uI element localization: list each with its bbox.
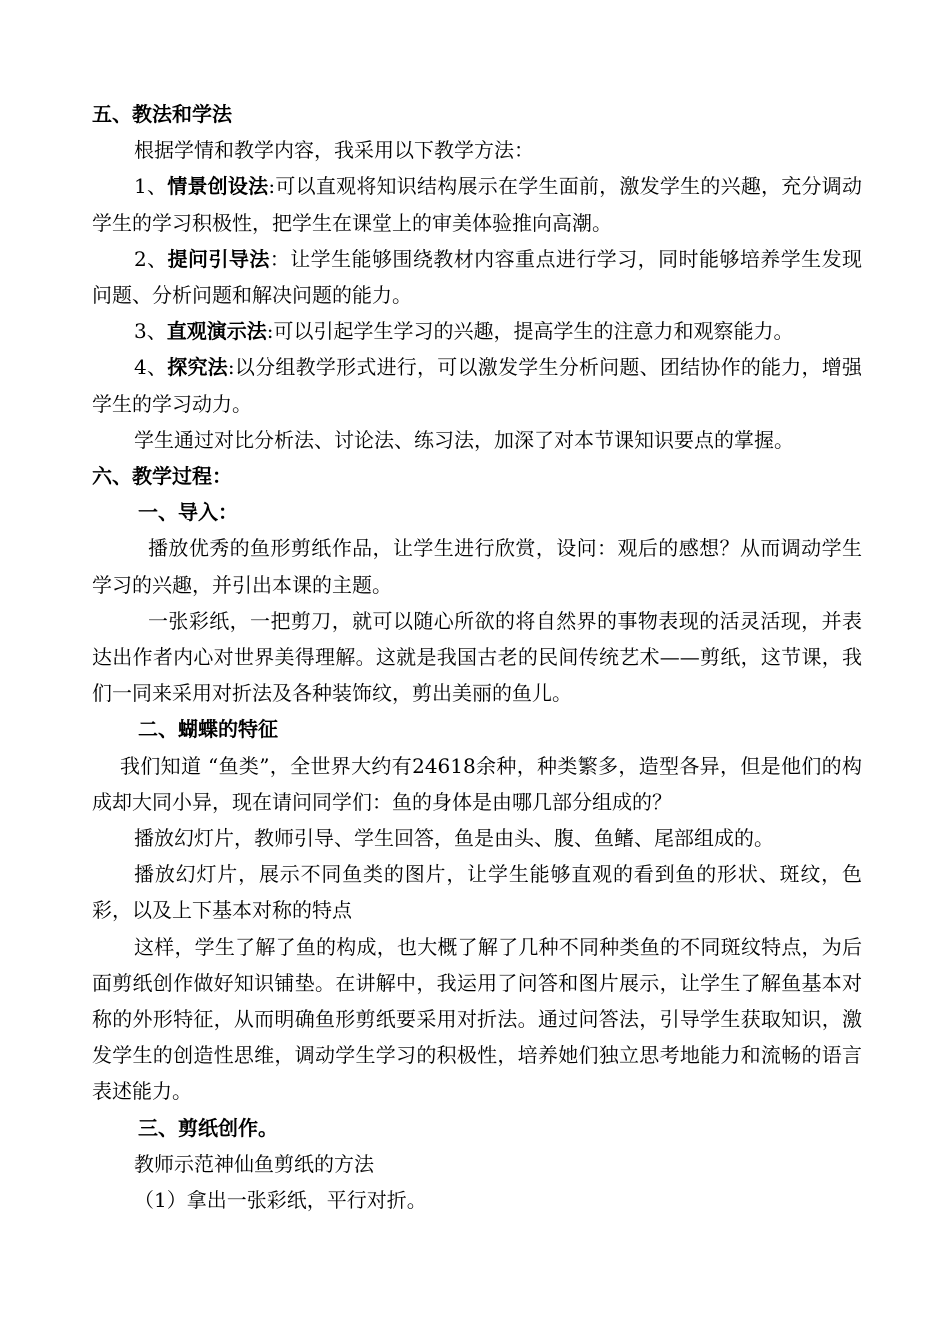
paragraph: （1）拿出一张彩纸，平行对折。 (134, 1188, 427, 1213)
subheading-creation: 三、剪纸创作。 (138, 1115, 278, 1140)
methods-closing: 学生通过对比分析法、讨论法、练习法，加深了对本节课知识要点的掌握。 (134, 427, 794, 452)
paragraph: 一张彩纸，一把剪刀，就可以随心所欲的将自然界的事物表现的活灵活现，并表达出作者内心对世界美得理解。这就是我国古老的民间传统艺术——剪纸，这节课，我们一同来采用对折法及各种装饰纹，剪出美丽的鱼儿。 (92, 608, 862, 706)
method-name-3: 直观演示法 (166, 319, 267, 344)
paragraph: 播放幻灯片，教师引导、学生回答，鱼是由头、腹、鱼鳍、尾部组成的。 (134, 826, 774, 851)
method-item-2: 2、提问引导法：让学生能够围绕教材内容重点进行学习，同时能够培养学生发现问题、分析问题和解决问题的能力。 (92, 246, 863, 308)
method-item-3: 3、直观演示法:可以引起学生学习的兴趣，提高学生的注意力和观察能力。 (134, 319, 794, 344)
paragraph: 这样，学生了解了鱼的构成，也大概了解了几种不同种类鱼的不同斑纹特点，为后面剪纸创作做好知识铺垫。在讲解中，我运用了问答和图片展示，让学生了解鱼基本对称的外形特征，从而明确鱼形剪纸要采用对折法。通过问答法，引导学生获取知识，激发学生的创造性思维，调动学生学习的积极性，培养她们独立思考地能力和流畅的语言表述能力。 (92, 934, 862, 1104)
subheading-features: 二、蝴蝶的特征 (138, 717, 278, 742)
method-item-1: 1、情景创设法:可以直观将知识结构展示在学生面前，激发学生的兴趣，充分调动学生的学习积极性，把学生在课堂上的审美体验推向高潮。 (92, 174, 862, 235)
section-heading-process: 六、教学过程： (92, 464, 232, 489)
paragraph: 教师示范神仙鱼剪纸的方法 (134, 1151, 374, 1176)
document-page (92, 96, 862, 1218)
method-item-4: 4、探究法:以分组教学形式进行，可以激发学生分析问题、团结协作的能力，增强学生的学习动力。 (92, 355, 863, 416)
method-name-1: 情景创设法 (167, 174, 269, 199)
paragraph: 播放幻灯片，展示不同鱼类的图片，让学生能够直观的看到鱼的形状、斑纹，色彩，以及上下基本对称的特点 (92, 862, 862, 923)
method-name-2: 提问引导法 (167, 246, 270, 271)
section-heading-methods: 五、教法和学法 (92, 102, 232, 126)
methods-intro: 根据学情和教学内容，我采用以下教学方法： (134, 138, 534, 163)
paragraph: 播放优秀的鱼形剪纸作品，让学生进行欣赏，设问：观后的感想？从而调动学生学习的兴趣，并引出本课的主题。 (92, 536, 862, 597)
paragraph: 我们知道 “鱼类”，全世界大约有24618余种，种类繁多，造型各异，但是他们的构成却大同小异，现在请问同学们：鱼的身体是由哪几部分组成的？ (92, 753, 862, 814)
subheading-intro: 一、导入： (138, 500, 238, 525)
method-name-4: 探究法 (167, 355, 228, 380)
